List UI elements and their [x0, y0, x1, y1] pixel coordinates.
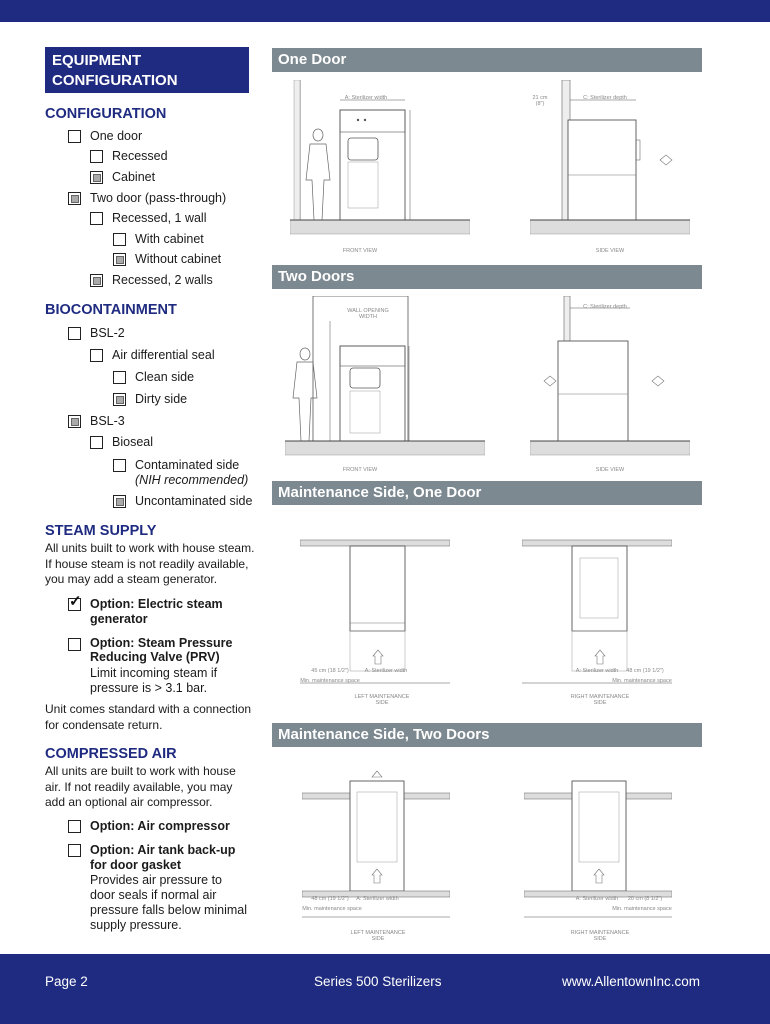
caption-right-maint-2: RIGHT MAINTENANCE SIDE [570, 930, 630, 942]
checkbox-unchecked[interactable] [68, 130, 81, 143]
option-label: Contaminated side [135, 458, 240, 472]
option-contaminated-side[interactable] [113, 458, 248, 488]
footer-series: Series 500 Sterilizers [314, 974, 442, 989]
option-label: Bioseal [112, 435, 153, 449]
one-door-front-view-drawing [290, 80, 470, 240]
option-two-door[interactable] [68, 191, 226, 206]
option-label: Dirty side [135, 392, 188, 406]
maint-one-left-drawing [300, 518, 450, 688]
footer-website-link[interactable]: www.AllentownInc.com [562, 974, 701, 989]
configuration-heading: CONFIGURATION [45, 106, 167, 122]
option-recessed-1-wall[interactable] [90, 211, 207, 226]
option-steam-generator[interactable] [68, 597, 248, 627]
caption-side-view-1: SIDE VIEW [595, 248, 625, 254]
label-sterilizer-width: A: Sterilizer width [344, 95, 388, 101]
checkbox-unchecked[interactable] [68, 820, 81, 833]
section-two-doors: Two Doors [272, 265, 702, 289]
checkbox-unchecked[interactable] [68, 638, 81, 651]
tank-note: Provides air pressure to door seals if normal air pressure falls below minimal supply pressure. [90, 873, 248, 932]
label-space-45: 45 cm (18 1/2") [311, 668, 349, 674]
checkbox-unchecked[interactable] [113, 371, 126, 384]
compressed-air-heading: COMPRESSED AIR [45, 746, 177, 762]
section-one-door: One Door [272, 48, 702, 72]
prv-note: Limit incoming steam if pressure is > 3.1 bar. [90, 666, 218, 695]
option-without-cabinet[interactable] [113, 252, 221, 267]
top-bar [0, 0, 770, 22]
checkbox-shaded[interactable] [90, 171, 103, 184]
option-recessed[interactable] [90, 149, 168, 164]
caption-left-maint-2: LEFT MAINTENANCE SIDE [350, 930, 406, 942]
label-space-20: 20 cm (8 1/2") [627, 896, 663, 902]
checkbox-unchecked[interactable] [113, 233, 126, 246]
option-label: One door [90, 129, 143, 143]
caption-left-maint-1: LEFT MAINTENANCE SIDE [354, 694, 410, 706]
option-label: Recessed [112, 149, 168, 163]
air-intro: All units are built to work with house air. If not readily available, you may add an optional air compressor. [45, 764, 236, 810]
steam-intro: All units built to work with house steam. If house steam is not readily available, you may add a steam generator. [45, 541, 255, 587]
option-recessed-2-walls[interactable] [90, 273, 213, 288]
footer-page-number: Page 2 [45, 974, 88, 989]
label-min-space-3: Min. maintenance space [302, 906, 362, 912]
option-bsl2[interactable] [68, 326, 125, 341]
caption-side-view-2: SIDE VIEW [595, 467, 625, 473]
option-air-seal[interactable] [90, 348, 215, 363]
checkbox-shaded[interactable] [113, 495, 126, 508]
label-wall-opening-width: WALL OPENING WIDTH [347, 308, 389, 320]
label-sterilizer-depth: C: Sterilizer depth [583, 95, 627, 101]
option-label: Option: Air tank back-up for door gasket [90, 843, 236, 872]
checkbox-shaded[interactable] [113, 253, 126, 266]
option-label: Option: Steam Pressure Reducing Valve (PRV) [90, 636, 233, 664]
caption-front-view-2: FRONT VIEW [342, 467, 378, 473]
section-maintenance-one-door: Maintenance Side, One Door [272, 481, 702, 505]
option-uncontaminated-side[interactable] [113, 494, 252, 509]
checkbox-unchecked[interactable] [90, 150, 103, 163]
option-label: BSL-2 [90, 326, 125, 340]
label-space-48: 48 cm (19 1/2") [626, 668, 664, 674]
option-label: Uncontaminated side [135, 494, 253, 508]
label-min-space-4: Min. maintenance space [612, 906, 672, 912]
option-air-compressor[interactable] [68, 819, 230, 834]
checkbox-shaded[interactable] [113, 393, 126, 406]
option-label: Two door (pass-through) [90, 191, 227, 205]
option-bsl3[interactable] [68, 414, 125, 429]
checkbox-unchecked[interactable] [90, 436, 103, 449]
option-one-door[interactable] [68, 129, 142, 144]
checkbox-unchecked[interactable] [90, 212, 103, 225]
caption-right-maint-1: RIGHT MAINTENANCE SIDE [570, 694, 630, 706]
steam-outro: Unit comes standard with a connection for condensate return. [45, 702, 252, 732]
label-sterilizer-width-2: A: Sterilizer width [364, 668, 408, 674]
option-label: Option: Air compressor [90, 819, 230, 833]
label-wall-depth: 21 cm (8") [532, 95, 548, 107]
checkbox-unchecked[interactable] [90, 349, 103, 362]
option-clean-side[interactable] [113, 370, 194, 385]
checkbox-unchecked[interactable] [68, 327, 81, 340]
checkbox-shaded[interactable] [68, 192, 81, 205]
maint-one-right-drawing [522, 518, 672, 688]
checkbox-unchecked[interactable] [113, 459, 126, 472]
label-min-space-2: Min. maintenance space [612, 678, 672, 684]
option-label: Clean side [135, 370, 195, 384]
two-doors-front-view-drawing [285, 296, 485, 461]
label-sterilizer-width-3: A: Sterilizer width [575, 668, 619, 674]
steam-supply-heading: STEAM SUPPLY [45, 523, 157, 539]
nih-note: (NIH recommended) [135, 473, 249, 487]
label-min-space-1: Min. maintenance space [300, 678, 360, 684]
option-label: Option: Electric steam generator [90, 597, 223, 626]
option-prv[interactable] [68, 637, 248, 696]
option-label: Recessed, 1 wall [112, 211, 207, 225]
label-sterilizer-width-5: A: Sterilizer width [575, 896, 619, 902]
option-label: Without cabinet [135, 252, 222, 266]
label-sterilizer-width-4: A: Sterilizer width [356, 896, 399, 902]
option-label: With cabinet [135, 232, 204, 246]
option-label: BSL-3 [90, 414, 125, 428]
footer-bar [0, 954, 770, 1024]
label-space-48-2: 48 cm (19 1/2") [311, 896, 349, 902]
checkbox-unchecked[interactable] [68, 844, 81, 857]
option-dirty-side[interactable] [113, 392, 187, 407]
one-door-side-view-drawing [530, 80, 690, 240]
option-label: Recessed, 2 walls [112, 273, 213, 287]
section-maintenance-two-doors: Maintenance Side, Two Doors [272, 723, 702, 747]
checkbox-shaded[interactable] [90, 274, 103, 287]
label-sterilizer-depth-2: C: Sterilizer depth [583, 304, 627, 310]
two-doors-side-view-drawing [530, 296, 690, 461]
option-cabinet[interactable] [90, 170, 155, 185]
option-with-cabinet[interactable] [113, 232, 204, 247]
checkbox-checked[interactable] [68, 598, 81, 611]
option-label: Cabinet [112, 170, 156, 184]
biocontainment-heading: BIOCONTAINMENT [45, 302, 177, 318]
option-bioseal[interactable] [90, 435, 153, 450]
option-air-tank[interactable] [68, 843, 248, 933]
equipment-configuration-title: EQUIPMENT CONFIGURATION [45, 47, 249, 93]
option-label: Air differential seal [112, 348, 215, 362]
caption-front-view-1: FRONT VIEW [342, 248, 378, 254]
checkbox-shaded[interactable] [68, 415, 81, 428]
